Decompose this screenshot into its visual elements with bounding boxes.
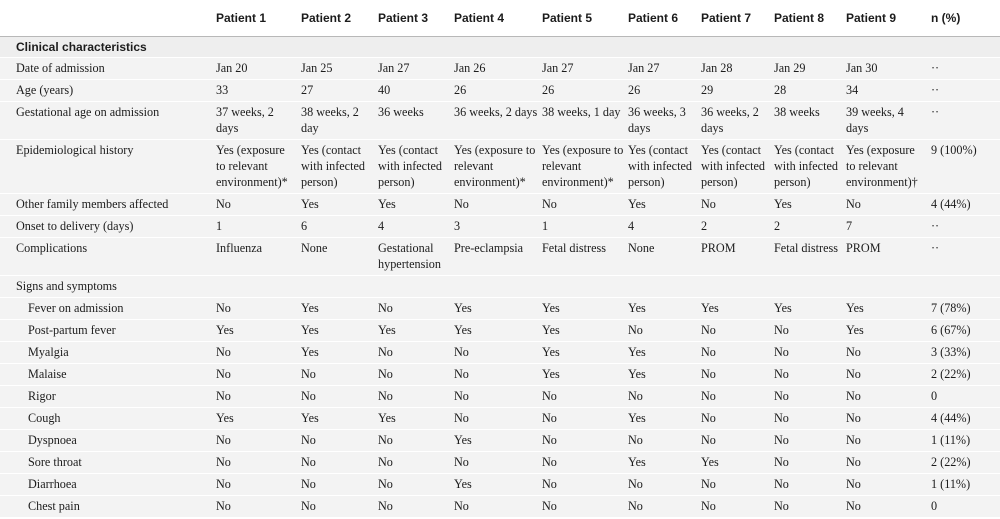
cell-patient-7: Yes (contact with infected person) [701,140,774,194]
table-row [0,342,1000,364]
cell-patient-7: Yes [701,452,774,474]
cell-patient-2: Yes [301,342,378,364]
cell-patient-8: Jan 29 [774,58,846,80]
cell-patient-3: 40 [378,80,454,102]
cell-patient-4: No [454,408,542,430]
cell-summary: 1 (11%) [931,430,1000,452]
cell-patient-8: No [774,320,846,342]
header-blank [0,0,216,37]
cell-patient-9: 34 [846,80,931,102]
cell-summary: 7 (78%) [931,298,1000,320]
section-row [0,37,1000,58]
cell-patient-4: Yes [454,320,542,342]
cell-summary: 0 [931,386,1000,408]
cell-patient-8: No [774,430,846,452]
row-label-onset-to-delivery-days: Onset to delivery (days) [0,216,216,238]
cell-patient-2: 38 weeks, 2 day [301,102,378,140]
cell-patient-6: Yes [628,452,701,474]
cell-patient-3: 4 [378,216,454,238]
table-row [0,238,1000,276]
cell-patient-5: Yes [542,342,628,364]
cell-patient-7: No [701,386,774,408]
cell-patient-9: Yes [846,298,931,320]
cell-patient-3: No [378,298,454,320]
row-label-gestational-age-on-admission: Gestational age on admission [0,102,216,140]
header-patient-4: Patient 4 [454,0,542,37]
cell-patient-9: Yes [846,320,931,342]
cell-patient-2: No [301,452,378,474]
cell-summary: 2 (22%) [931,452,1000,474]
cell-patient-9: Jan 30 [846,58,931,80]
cell-patient-1: No [216,496,301,518]
signs-symptoms-label: Signs and symptoms [0,276,1000,298]
cell-patient-4: No [454,452,542,474]
cell-patient-4: 36 weeks, 2 days [454,102,542,140]
cell-patient-3: Yes [378,194,454,216]
cell-patient-3: Gestational hypertension [378,238,454,276]
row-label-complications: Complications [0,238,216,276]
table-row [0,194,1000,216]
table-row [0,298,1000,320]
cell-patient-8: No [774,452,846,474]
cell-patient-5: Fetal distress [542,238,628,276]
cell-patient-1: No [216,194,301,216]
cell-patient-7: No [701,408,774,430]
header-patient-6: Patient 6 [628,0,701,37]
header-patient-5: Patient 5 [542,0,628,37]
cell-patient-7: No [701,342,774,364]
cell-patient-4: No [454,386,542,408]
cell-summary: 3 (33%) [931,342,1000,364]
cell-patient-1: Yes [216,408,301,430]
cell-patient-7: PROM [701,238,774,276]
cell-patient-1: No [216,364,301,386]
table-row [0,364,1000,386]
cell-patient-9: No [846,452,931,474]
cell-patient-8: No [774,496,846,518]
cell-patient-1: No [216,452,301,474]
cell-patient-6: Yes [628,408,701,430]
cell-patient-4: 3 [454,216,542,238]
header-patient-1: Patient 1 [216,0,301,37]
cell-patient-1: 1 [216,216,301,238]
row-label-fever-on-admission: Fever on admission [0,298,216,320]
cell-patient-3: No [378,452,454,474]
header-patient-7: Patient 7 [701,0,774,37]
header-summary: n (%) [931,0,1000,37]
cell-patient-5: Yes [542,320,628,342]
cell-patient-9: No [846,474,931,496]
table-row [0,320,1000,342]
cell-patient-4: Yes [454,298,542,320]
cell-patient-2: Jan 25 [301,58,378,80]
cell-patient-4: No [454,364,542,386]
cell-summary: 4 (44%) [931,194,1000,216]
cell-patient-8: 28 [774,80,846,102]
cell-patient-2: None [301,238,378,276]
cell-patient-2: No [301,430,378,452]
cell-patient-5: No [542,430,628,452]
cell-patient-1: Yes [216,320,301,342]
cell-patient-4: Jan 26 [454,58,542,80]
cell-patient-4: Yes (exposure to relevant environment)* [454,140,542,194]
cell-patient-2: 27 [301,80,378,102]
cell-patient-1: Yes (exposure to relevant environment)* [216,140,301,194]
cell-patient-6: Yes [628,342,701,364]
cell-patient-2: Yes [301,408,378,430]
cell-patient-9: No [846,408,931,430]
cell-patient-1: No [216,474,301,496]
cell-patient-8: No [774,408,846,430]
cell-patient-6: No [628,430,701,452]
cell-patient-3: No [378,364,454,386]
header-patient-2: Patient 2 [301,0,378,37]
cell-patient-7: No [701,474,774,496]
cell-summary: ·· [931,238,1000,276]
cell-patient-3: No [378,474,454,496]
cell-patient-8: Fetal distress [774,238,846,276]
cell-patient-9: 7 [846,216,931,238]
cell-patient-1: No [216,386,301,408]
cell-patient-5: 26 [542,80,628,102]
cell-patient-9: No [846,430,931,452]
cell-patient-2: No [301,364,378,386]
cell-patient-7: 29 [701,80,774,102]
row-label-cough: Cough [0,408,216,430]
signs-symptoms-row [0,276,1000,298]
table-row [0,216,1000,238]
cell-patient-2: 6 [301,216,378,238]
cell-patient-2: No [301,386,378,408]
cell-patient-8: No [774,342,846,364]
cell-patient-2: Yes [301,320,378,342]
cell-patient-6: 4 [628,216,701,238]
cell-summary: 9 (100%) [931,140,1000,194]
cell-patient-8: Yes [774,298,846,320]
cell-patient-3: Yes [378,408,454,430]
row-label-other-family-members-affected: Other family members affected [0,194,216,216]
section-title: Clinical characteristics [0,37,1000,58]
cell-patient-1: No [216,342,301,364]
cell-patient-6: No [628,320,701,342]
cell-patient-6: 26 [628,80,701,102]
cell-patient-8: Yes (contact with infected person) [774,140,846,194]
cell-summary: ·· [931,58,1000,80]
cell-patient-8: No [774,474,846,496]
table-row [0,80,1000,102]
row-label-rigor: Rigor [0,386,216,408]
cell-patient-3: 36 weeks [378,102,454,140]
cell-patient-6: Jan 27 [628,58,701,80]
cell-patient-3: Yes [378,320,454,342]
cell-patient-5: No [542,496,628,518]
cell-patient-6: Yes (contact with infected person) [628,140,701,194]
cell-patient-1: No [216,298,301,320]
table-row [0,452,1000,474]
cell-patient-7: No [701,194,774,216]
cell-patient-5: Yes [542,298,628,320]
cell-patient-6: Yes [628,364,701,386]
header-patient-3: Patient 3 [378,0,454,37]
cell-patient-4: No [454,194,542,216]
cell-patient-3: Yes (contact with infected person) [378,140,454,194]
cell-patient-1: Jan 20 [216,58,301,80]
row-label-epidemiological-history: Epidemiological history [0,140,216,194]
table-row [0,102,1000,140]
cell-patient-6: 36 weeks, 3 days [628,102,701,140]
cell-patient-9: No [846,364,931,386]
cell-patient-9: No [846,386,931,408]
cell-patient-7: Yes [701,298,774,320]
header-row [0,0,1000,37]
cell-patient-5: Jan 27 [542,58,628,80]
cell-summary: 6 (67%) [931,320,1000,342]
row-label-diarrhoea: Diarrhoea [0,474,216,496]
cell-patient-6: Yes [628,194,701,216]
cell-summary: 2 (22%) [931,364,1000,386]
cell-patient-9: PROM [846,238,931,276]
cell-patient-8: 2 [774,216,846,238]
cell-patient-5: No [542,452,628,474]
cell-summary: ·· [931,102,1000,140]
cell-patient-8: Yes [774,194,846,216]
cell-summary: ·· [931,216,1000,238]
cell-summary: 0 [931,496,1000,518]
cell-patient-5: Yes (exposure to relevant environment)* [542,140,628,194]
cell-patient-1: 33 [216,80,301,102]
cell-patient-5: No [542,474,628,496]
row-label-dyspnoea: Dyspnoea [0,430,216,452]
row-label-post-partum-fever: Post-partum fever [0,320,216,342]
cell-patient-2: Yes [301,298,378,320]
table-row [0,408,1000,430]
cell-summary: ·· [931,80,1000,102]
table-row [0,58,1000,80]
cell-patient-5: Yes [542,364,628,386]
cell-patient-1: 37 weeks, 2 days [216,102,301,140]
cell-patient-6: Yes [628,298,701,320]
header-patient-9: Patient 9 [846,0,931,37]
cell-patient-6: None [628,238,701,276]
cell-patient-7: 36 weeks, 2 days [701,102,774,140]
cell-patient-5: No [542,194,628,216]
cell-patient-3: No [378,342,454,364]
cell-patient-9: No [846,496,931,518]
cell-patient-2: No [301,474,378,496]
cell-patient-3: No [378,386,454,408]
cell-patient-2: Yes [301,194,378,216]
cell-patient-5: 38 weeks, 1 day [542,102,628,140]
cell-patient-9: Yes (exposure to relevant environment)† [846,140,931,194]
cell-patient-4: No [454,496,542,518]
cell-patient-5: 1 [542,216,628,238]
cell-patient-7: No [701,496,774,518]
table-row [0,430,1000,452]
row-label-malaise: Malaise [0,364,216,386]
header-patient-8: Patient 8 [774,0,846,37]
cell-patient-7: No [701,320,774,342]
cell-patient-7: Jan 28 [701,58,774,80]
cell-patient-7: 2 [701,216,774,238]
cell-patient-5: No [542,386,628,408]
row-label-age-years: Age (years) [0,80,216,102]
cell-patient-7: No [701,364,774,386]
row-label-chest-pain: Chest pain [0,496,216,518]
cell-patient-8: No [774,386,846,408]
cell-patient-9: 39 weeks, 4 days [846,102,931,140]
cell-patient-6: No [628,496,701,518]
cell-patient-6: No [628,386,701,408]
cell-patient-3: Jan 27 [378,58,454,80]
cell-patient-2: No [301,496,378,518]
cell-patient-4: 26 [454,80,542,102]
cell-patient-4: Yes [454,430,542,452]
cell-patient-1: Influenza [216,238,301,276]
table-row [0,474,1000,496]
cell-patient-7: No [701,430,774,452]
cell-patient-5: No [542,408,628,430]
table-row [0,496,1000,518]
cell-patient-8: 38 weeks [774,102,846,140]
cell-patient-9: No [846,194,931,216]
row-label-sore-throat: Sore throat [0,452,216,474]
cell-patient-2: Yes (contact with infected person) [301,140,378,194]
cell-patient-9: No [846,342,931,364]
cell-patient-4: No [454,342,542,364]
table-row [0,140,1000,194]
cell-patient-1: No [216,430,301,452]
cell-patient-4: Pre-eclampsia [454,238,542,276]
cell-patient-8: No [774,364,846,386]
cell-patient-3: No [378,496,454,518]
cell-patient-4: Yes [454,474,542,496]
cell-summary: 4 (44%) [931,408,1000,430]
table-row [0,386,1000,408]
row-label-date-of-admission: Date of admission [0,58,216,80]
row-label-myalgia: Myalgia [0,342,216,364]
cell-patient-6: No [628,474,701,496]
cell-summary: 1 (11%) [931,474,1000,496]
cell-patient-3: No [378,430,454,452]
